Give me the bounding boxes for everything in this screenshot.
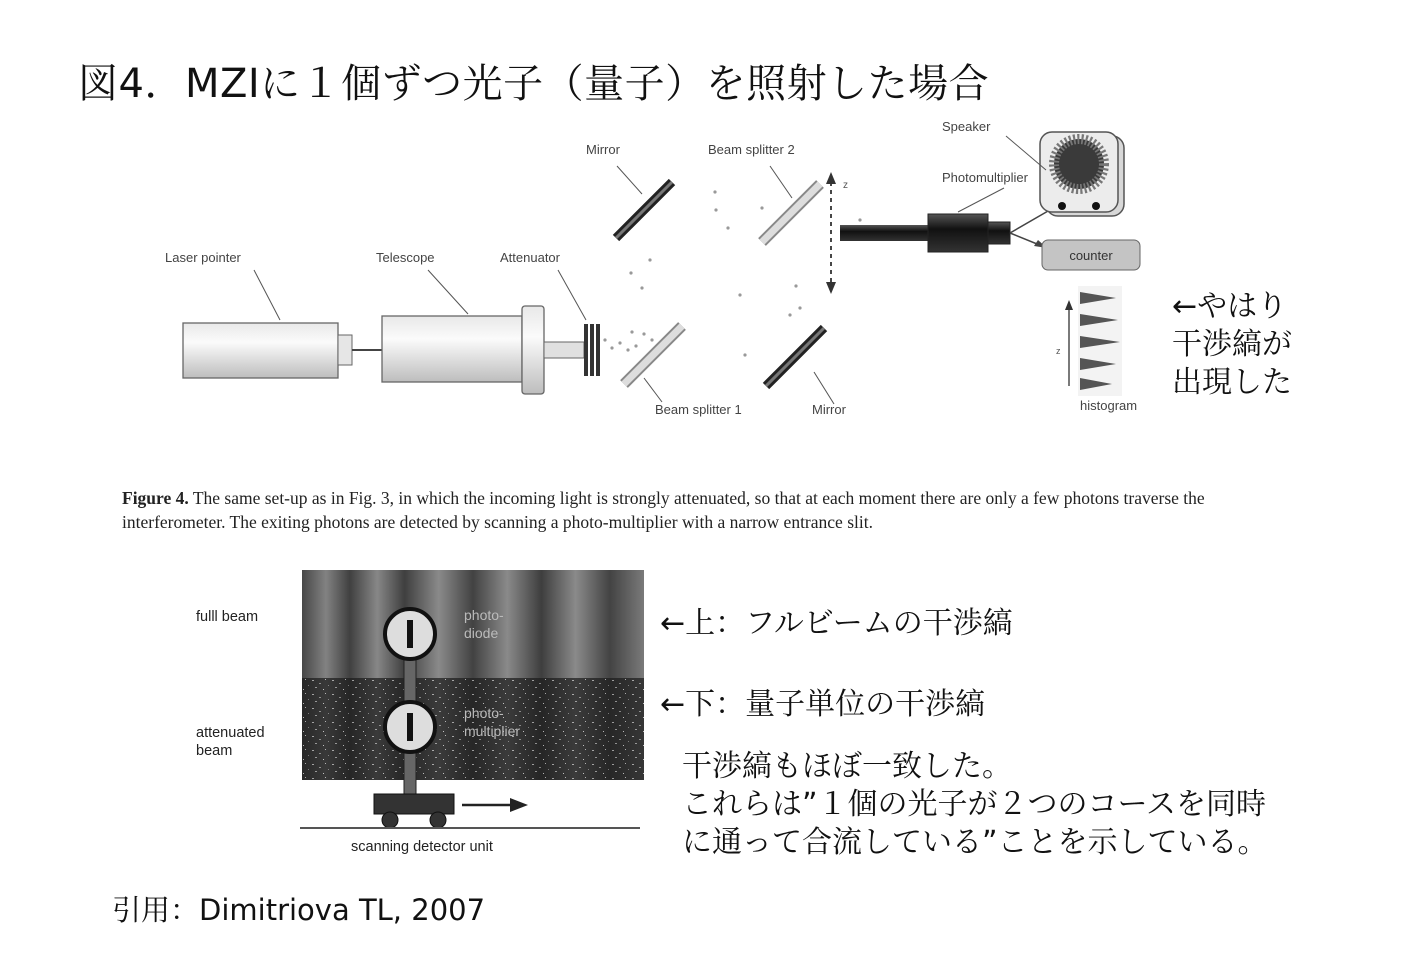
detector-cart bbox=[374, 794, 454, 828]
photodiode-label: photo- bbox=[464, 607, 504, 623]
summary-text bbox=[682, 748, 1268, 862]
photomultiplier-label: photo- bbox=[464, 705, 504, 721]
telescope bbox=[382, 306, 584, 394]
photomultiplier-label: multiplier bbox=[464, 723, 521, 739]
beam-splitter-1-label: Beam splitter 1 bbox=[655, 402, 742, 417]
lower-annotation: ←下：量子単位の干渉縞 bbox=[660, 687, 986, 722]
laser-pointer bbox=[183, 323, 352, 378]
histogram-label: histogram bbox=[1080, 398, 1138, 413]
z-axis-label-top: z bbox=[843, 180, 848, 191]
full-beam-label: fulll beam bbox=[196, 609, 259, 625]
mzi-setup-diagram bbox=[150, 110, 1180, 430]
telescope-label: Telescope bbox=[376, 250, 435, 265]
photomultiplier-icon bbox=[385, 702, 435, 752]
figure-caption bbox=[122, 486, 1212, 534]
attenuated-label: attenuated bbox=[196, 725, 265, 741]
mirror-top-label: Mirror bbox=[586, 142, 620, 157]
histogram-icon bbox=[1065, 286, 1122, 396]
scan-direction-arrow bbox=[462, 798, 528, 812]
output-beam-tube bbox=[840, 225, 928, 241]
laser-pointer-label: Laser pointer bbox=[165, 250, 241, 265]
photodiode-icon bbox=[385, 609, 435, 659]
summary-line: これらは”１個の光子が２つのコースを同時 bbox=[682, 787, 1267, 822]
summary-line: に通って合流している”ことを示している。 bbox=[682, 825, 1268, 860]
right-note bbox=[1172, 288, 1292, 402]
photodiode-label: diode bbox=[464, 625, 499, 641]
scan-axis-arrow bbox=[826, 172, 836, 294]
attenuator-label: Attenuator bbox=[500, 250, 560, 265]
attenuator bbox=[584, 324, 600, 376]
beam-splitter-2-label: Beam splitter 2 bbox=[708, 142, 795, 157]
speaker-label: Speaker bbox=[942, 119, 991, 134]
counter-label: counter bbox=[1069, 248, 1113, 263]
right-note-line: ←やはり bbox=[1172, 289, 1288, 324]
right-note-line: 干渉縞が bbox=[1172, 327, 1292, 362]
caption-label: Figure 4. bbox=[122, 488, 189, 508]
upper-annotation: ←上：フルビームの干渉縞 bbox=[660, 606, 1013, 641]
scanning-unit-label: scanning detector unit bbox=[351, 839, 493, 855]
full-beam-fringe-image bbox=[302, 570, 644, 678]
speaker-icon bbox=[1040, 132, 1124, 216]
right-note-line: 出現した bbox=[1172, 365, 1292, 400]
page-title: 図4．MZIに１個ずつ光子（量子）を照射した場合 bbox=[78, 61, 990, 107]
mirror-bottom-label: Mirror bbox=[812, 402, 846, 417]
photomultiplier-device bbox=[928, 214, 1010, 252]
citation: 引用：Dimitriova TL, 2007 bbox=[112, 893, 486, 927]
detector-figure bbox=[190, 566, 650, 866]
photomultiplier-label: Photomultiplier bbox=[942, 170, 1028, 185]
summary-line: 干渉縞もほぼ一致した。 bbox=[682, 749, 1012, 784]
z-axis-label-hist: z bbox=[1056, 346, 1061, 356]
attenuated-label: beam bbox=[196, 743, 233, 759]
caption-text: The same set-up as in Fig. 3, in which the incoming light is strongly attenuated, so that at each moment there are only a few photons traverse the interferometer. The exiting photons are detected by scanning a photo-multiplier with a narrow entrance slit. bbox=[122, 488, 1205, 532]
